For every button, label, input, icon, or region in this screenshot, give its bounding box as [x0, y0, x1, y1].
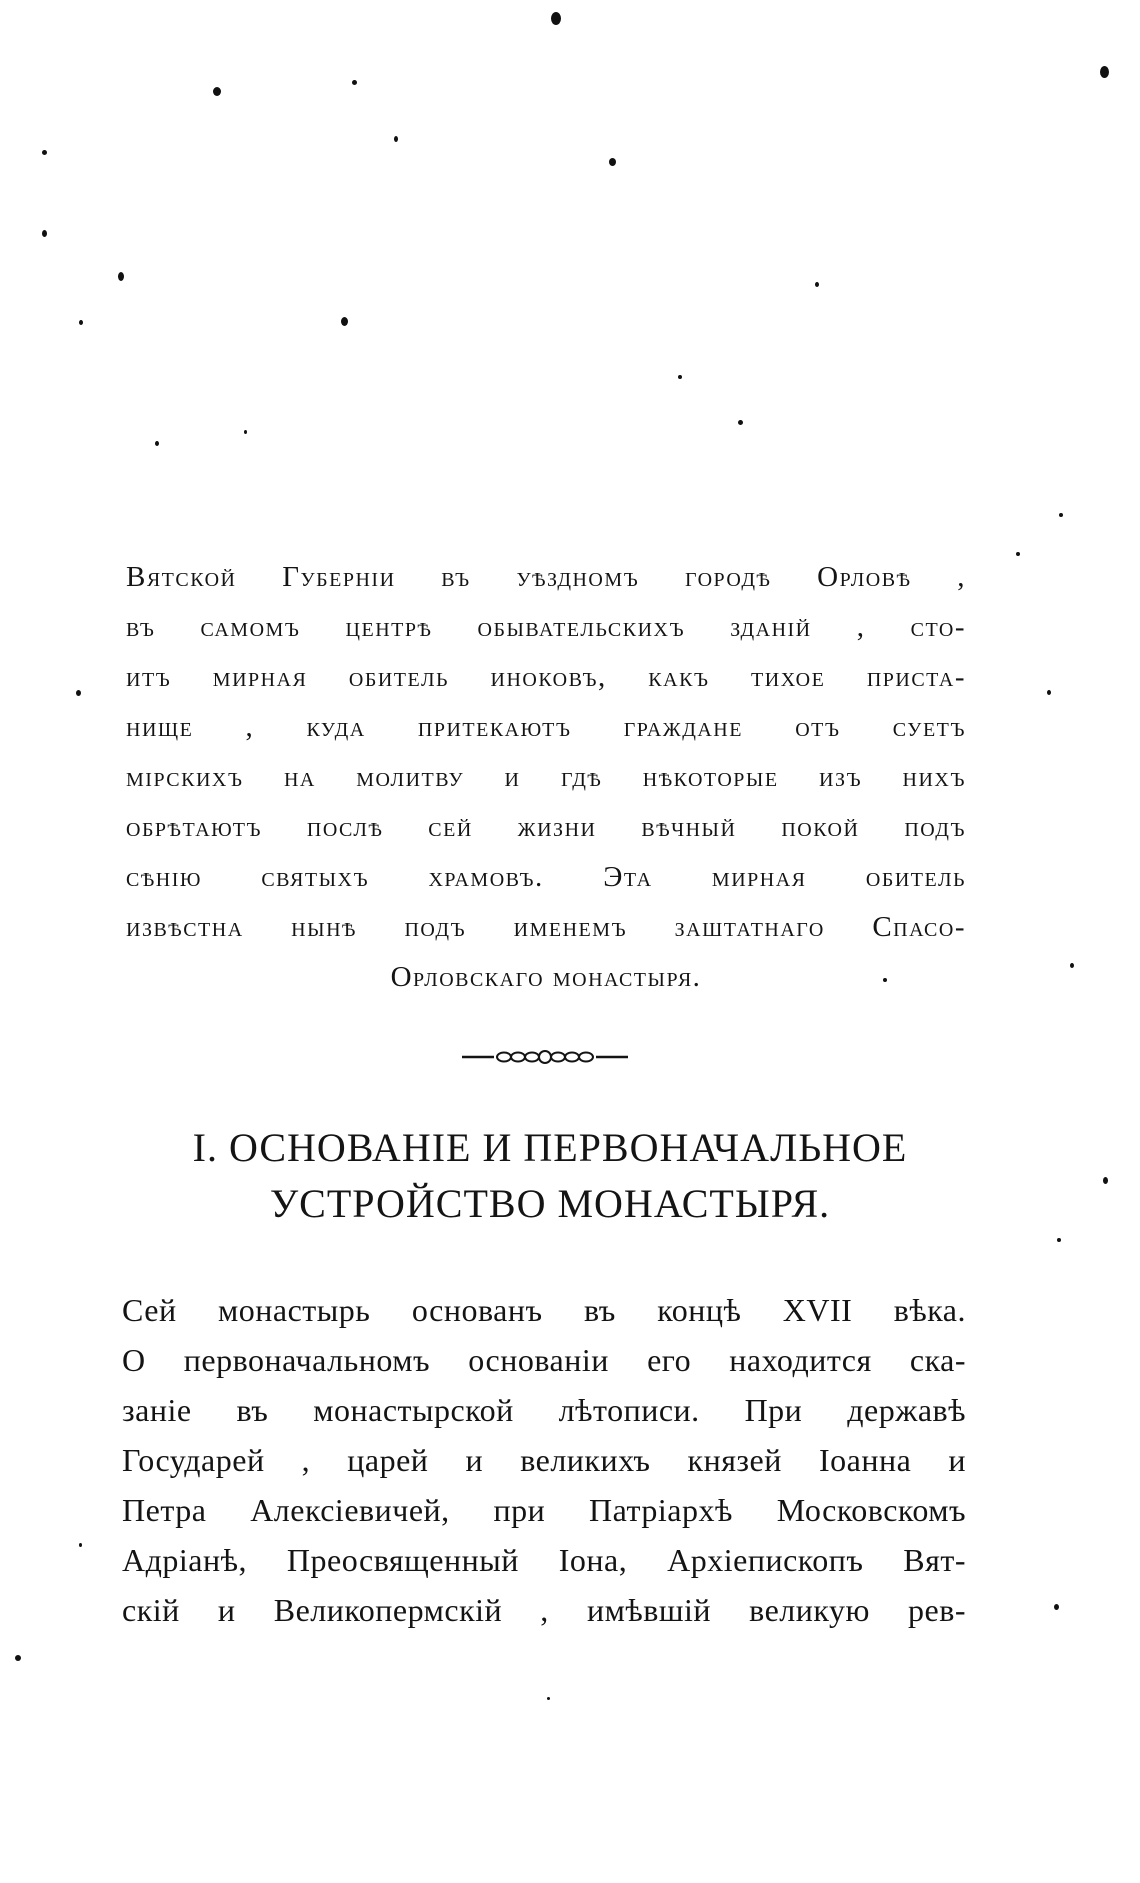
speck — [155, 441, 159, 446]
speck — [352, 80, 357, 85]
speck — [42, 230, 47, 237]
intro-line: обрѣтаютъ послѣ сей жизни вѣчный покой подъ — [126, 811, 966, 843]
chapter-heading-line-1: I. ОСНОВАНІЕ И ПЕРВОНАЧАЛЬНОЕ — [192, 1125, 908, 1170]
body-line: Сей монастырь основанъ въ концѣ XVII вѣка. — [122, 1292, 966, 1328]
speck — [551, 12, 561, 25]
intro-line: нище , куда притекаютъ граждане отъ суетъ — [126, 711, 966, 743]
speck — [1100, 66, 1109, 78]
speck — [394, 136, 398, 142]
speck — [341, 317, 348, 326]
body-line: заніе въ монастырской лѣтописи. При державѣ — [122, 1392, 966, 1428]
body-line: скій и Великопермскій , имѣвшій великую рев- — [122, 1592, 966, 1628]
speck — [76, 690, 81, 696]
body-line: Адріанѣ, Преосвященный Іона, Архіепископъ Вят- — [122, 1542, 966, 1578]
speck — [815, 282, 819, 287]
body-line: Петра Алексіевичей, при Патріархѣ Московскомъ — [122, 1492, 966, 1528]
speck — [1103, 1177, 1108, 1184]
speck — [1059, 513, 1063, 517]
speck — [213, 87, 221, 96]
body-line: Государей , царей и великихъ князей Іоанна и — [122, 1442, 966, 1478]
intro-line: извѣстна нынѣ подъ именемъ заштатнаго Спасо- — [126, 911, 966, 943]
speck — [738, 420, 743, 425]
scroll-ornament-icon — [460, 1048, 630, 1066]
speck — [1070, 963, 1074, 968]
speck — [1057, 1238, 1061, 1242]
speck — [79, 320, 83, 325]
intro-paragraph — [126, 552, 966, 1002]
intro-line: Орловскаго монастыря. — [390, 961, 702, 993]
intro-line: сѣнію святыхъ храмовъ. Эта мирная обитель — [126, 861, 966, 893]
intro-line: итъ мирная обитель иноковъ, какъ тихое приста- — [126, 661, 966, 693]
speck — [15, 1655, 21, 1661]
body-line: О первоначальномъ основаніи его находится ска- — [122, 1342, 966, 1378]
chapter-heading — [130, 1120, 970, 1232]
speck — [118, 272, 124, 281]
body-paragraph — [122, 1285, 966, 1635]
speck — [79, 1543, 82, 1547]
speck — [42, 150, 47, 155]
chapter-heading-line-2: УСТРОЙСТВО МОНАСТЫРЯ. — [269, 1181, 831, 1226]
speck — [609, 158, 616, 166]
speck — [1047, 690, 1051, 695]
intro-line: мірскихъ на молитву и гдѣ нѣкоторые изъ нихъ — [126, 761, 966, 793]
speck — [1054, 1604, 1059, 1610]
speck — [244, 430, 247, 434]
speck — [547, 1697, 550, 1700]
intro-line: въ самомъ центрѣ обывательскихъ зданій , сто- — [126, 611, 966, 643]
intro-line: Вятской Губерніи въ уѣздномъ городѣ Орловѣ , — [126, 561, 966, 593]
speck — [678, 375, 682, 379]
speck — [1016, 552, 1020, 556]
